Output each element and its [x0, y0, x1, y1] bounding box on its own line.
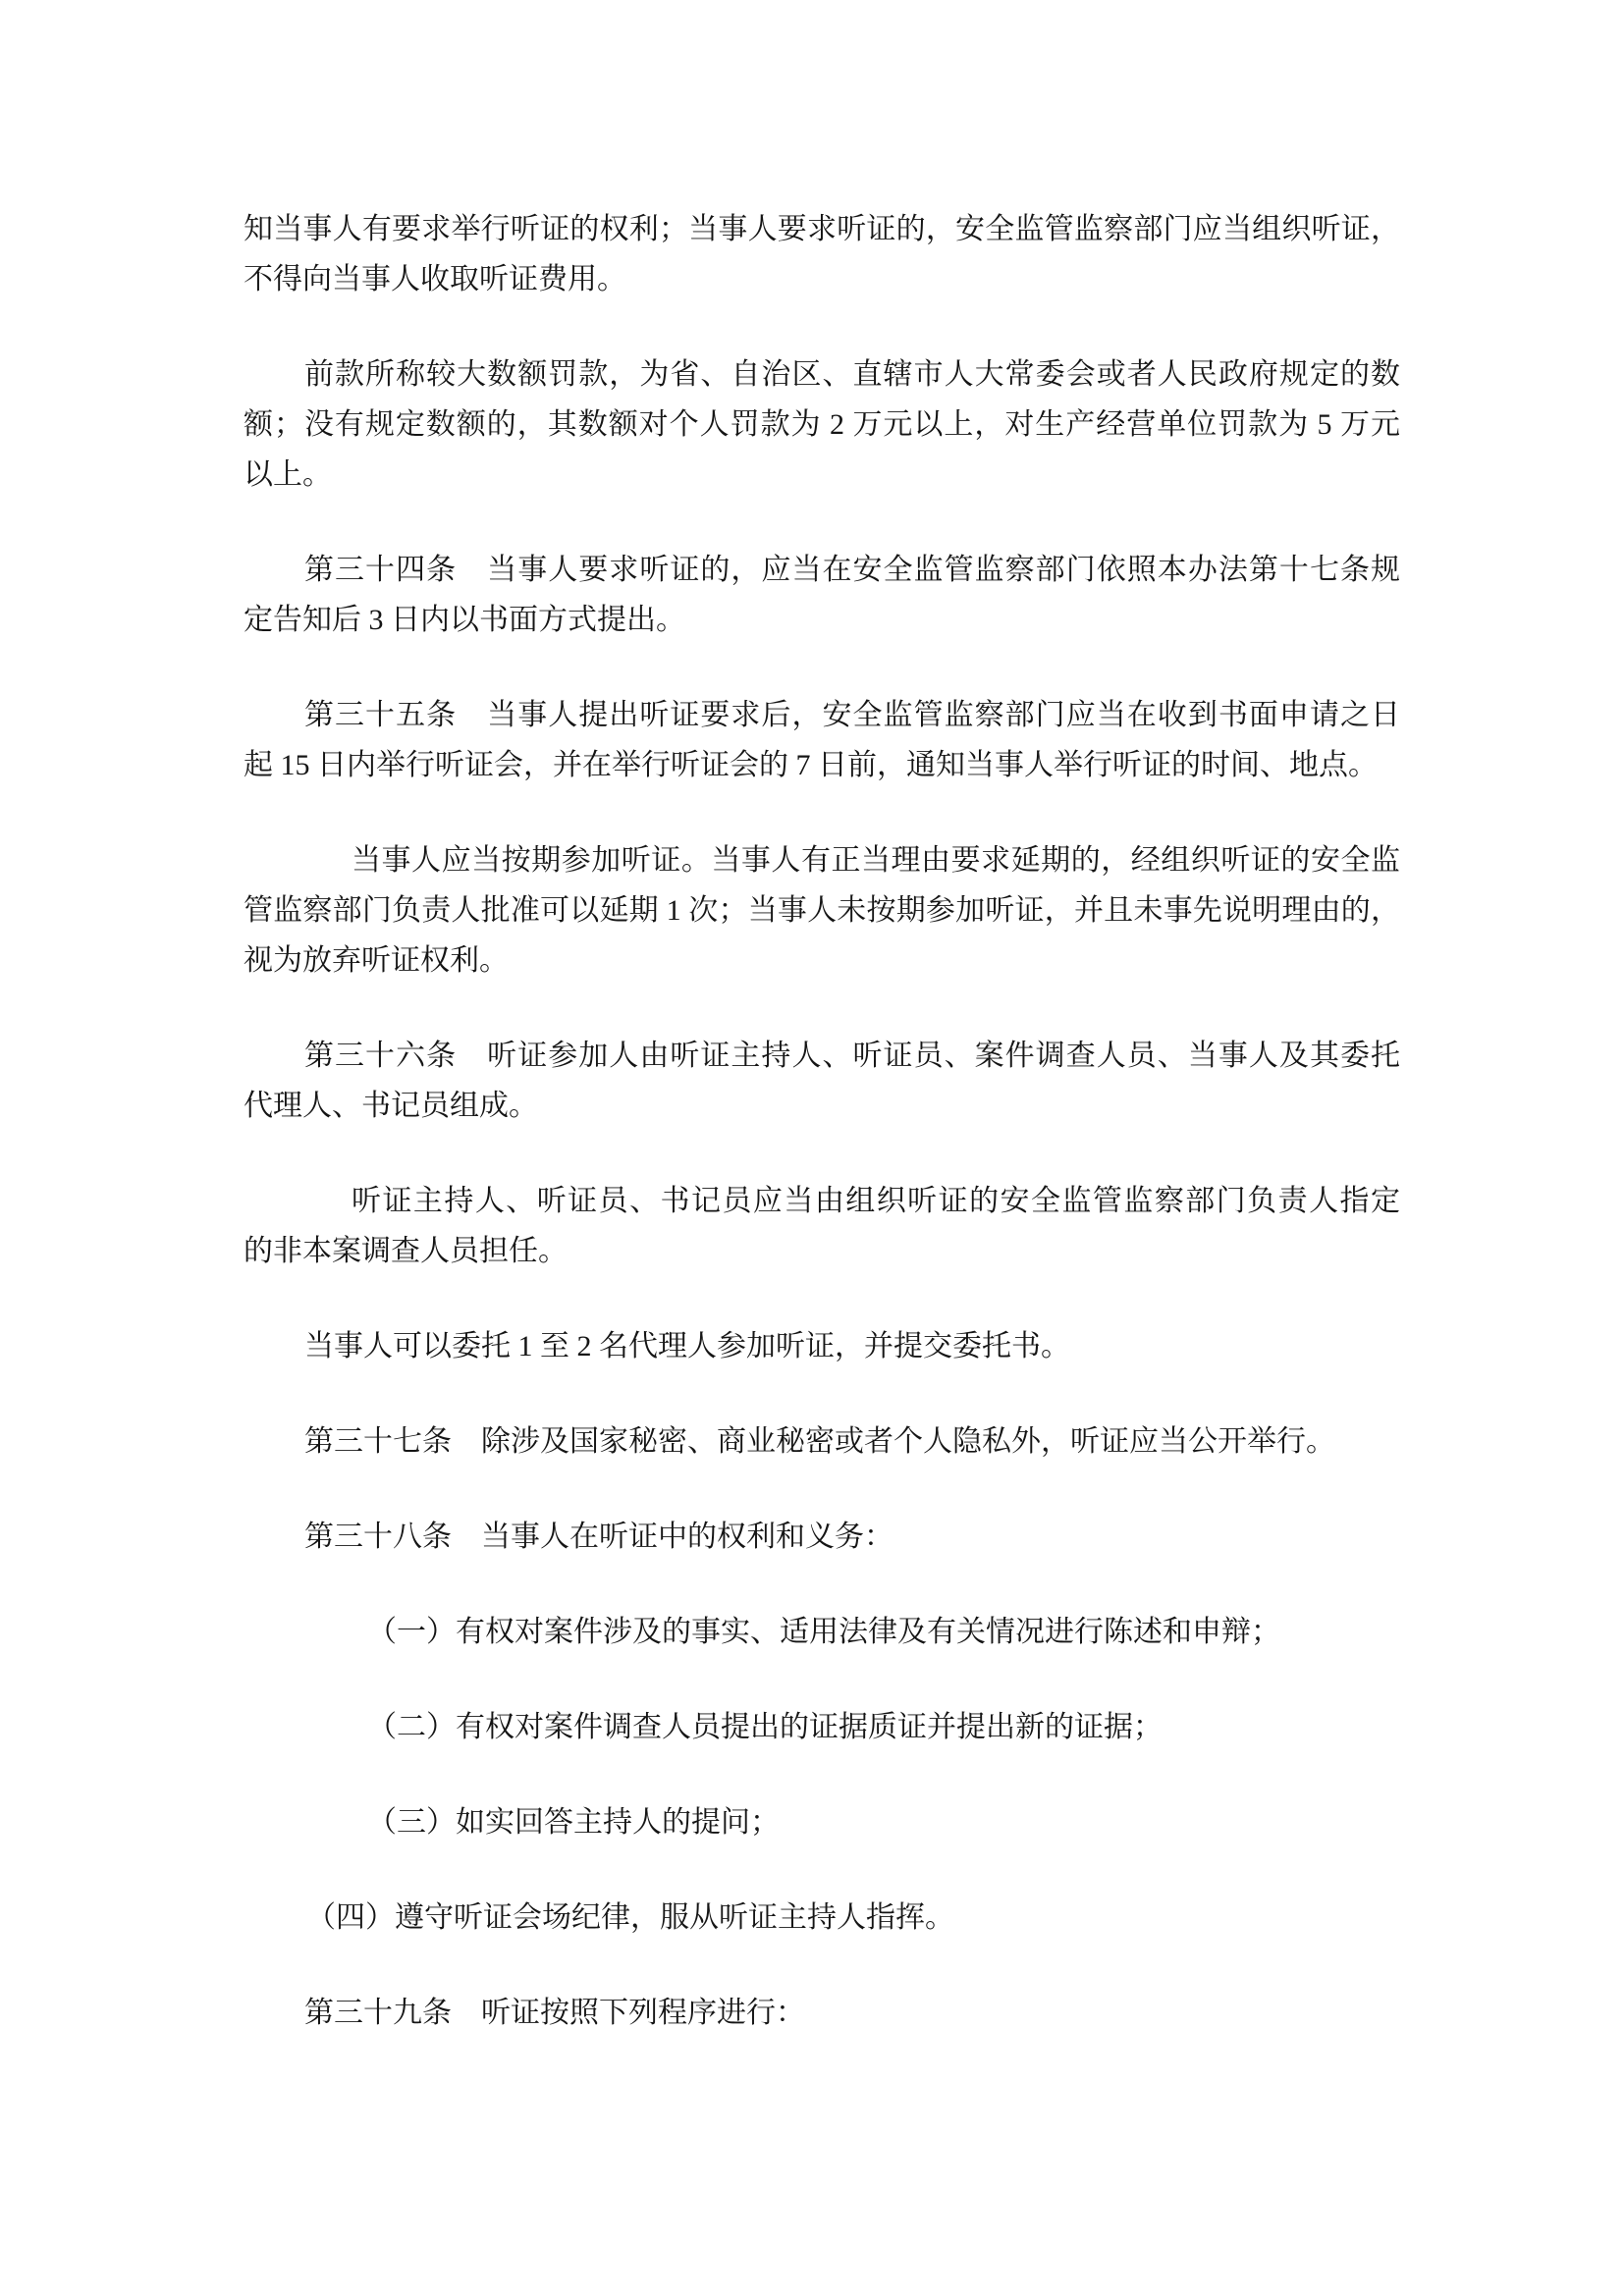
text-line: 前款所称较大数额罚款，为省、自治区、直辖市人大常委会或者人民政府规定的数	[304, 358, 1400, 391]
paragraph-article-38-item-2	[244, 1702, 1400, 1752]
paragraph-article-35	[244, 690, 1400, 790]
paragraph-article-38-item-1	[244, 1607, 1400, 1657]
text-line: 以上。	[244, 458, 332, 491]
paragraph-hearing-officer-designation	[244, 1176, 1400, 1276]
text-line: （四）遵守听证会场纪律，服从听证主持人指挥。	[306, 1901, 954, 1934]
paragraph-article-34	[244, 545, 1400, 645]
paragraph-article-36	[244, 1031, 1400, 1131]
paragraph-attend-hearing-on-time	[244, 835, 1400, 986]
text-line: 第三十八条 当事人在听证中的权利和义务：	[304, 1521, 893, 1553]
text-line: 定告知后 3 日内以书面方式提出。	[244, 604, 685, 636]
text-line: 额；没有规定数额的，其数额对个人罚款为 2 万元以上，对生产经营单位罚款为 5 万元	[244, 408, 1400, 441]
text-line: 不得向当事人收取听证费用。	[244, 263, 626, 295]
text-line: 知当事人有要求举行听证的权利；当事人要求听证的，安全监管监察部门应当组织听证，	[244, 213, 1400, 245]
text-line: 代理人、书记员组成。	[244, 1090, 538, 1122]
text-line: 当事人可以委托 1 至 2 名代理人参加听证，并提交委托书。	[304, 1330, 1070, 1362]
text-line: 第三十六条 听证参加人由听证主持人、听证员、案件调查人员、当事人及其委托	[304, 1040, 1400, 1072]
text-line: 第三十七条 除涉及国家秘密、商业秘密或者个人隐私外，听证应当公开举行。	[304, 1425, 1335, 1458]
text-line: 的非本案调查人员担任。	[244, 1235, 568, 1267]
text-line: 第三十五条 当事人提出听证要求后，安全监管监察部门应当在收到书面申请之日	[304, 699, 1400, 731]
text-line: （二）有权对案件调查人员提出的证据质证并提出新的证据；	[367, 1711, 1163, 1743]
text-line: 第三十九条 听证按照下列程序进行：	[304, 1997, 805, 2029]
text-line: 起 15 日内举行听证会，并在举行听证会的 7 日前，通知当事人举行听证的时间、地点。	[244, 749, 1378, 781]
text-line: 管监察部门负责人批准可以延期 1 次；当事人未按期参加听证，并且未事先说明理由的，	[244, 894, 1400, 927]
paragraph-article-38-item-4	[244, 1893, 1400, 1943]
text-line: （三）如实回答主持人的提问；	[367, 1806, 780, 1839]
paragraph-article-37	[244, 1416, 1400, 1467]
text-line: 当事人应当按期参加听证。当事人有正当理由要求延期的，经组织听证的安全监	[352, 844, 1400, 877]
paragraph-article-39	[244, 1988, 1400, 2038]
paragraph-continuation-hearing-right	[244, 204, 1400, 304]
text-line: 第三十四条 当事人要求听证的，应当在安全监管监察部门依照本办法第十七条规	[304, 554, 1400, 586]
text-line: 听证主持人、听证员、书记员应当由组织听证的安全监管监察部门负责人指定	[352, 1185, 1400, 1217]
paragraph-fine-amount-definition	[244, 349, 1400, 500]
text-line: （一）有权对案件涉及的事实、适用法律及有关情况进行陈述和申辩；	[367, 1616, 1280, 1648]
text-line: 视为放弃听证权利。	[244, 944, 509, 977]
document-body	[244, 204, 1400, 2038]
paragraph-entrust-agents	[244, 1321, 1400, 1371]
paragraph-article-38	[244, 1512, 1400, 1562]
paragraph-article-38-item-3	[244, 1797, 1400, 1847]
